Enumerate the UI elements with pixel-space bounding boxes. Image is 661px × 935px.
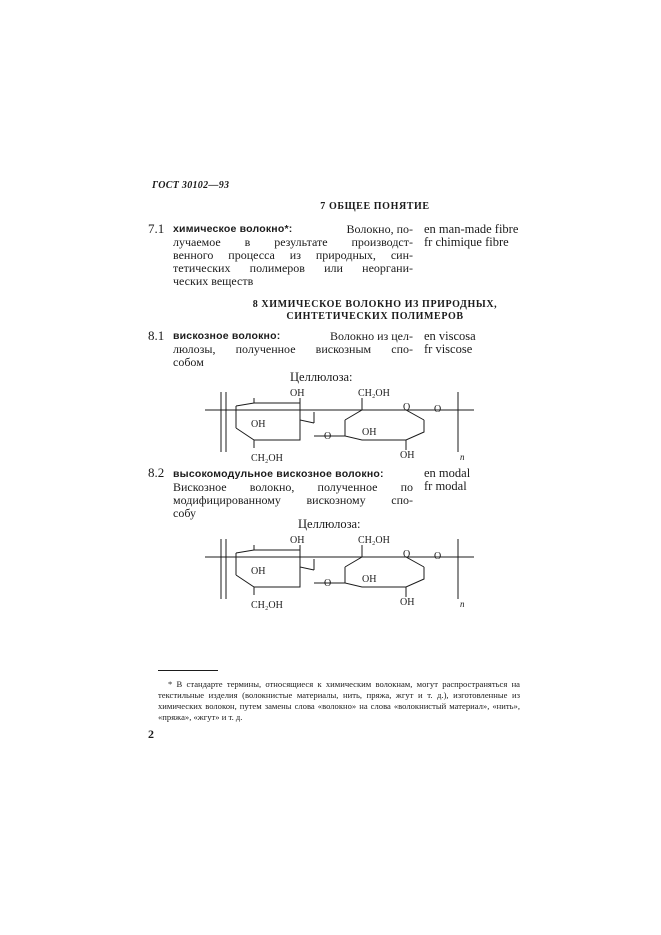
formula-label: O (434, 551, 442, 562)
term-definition-8-1: вискозное волокно: Волокно из цел- люлозы, полученное вискозным спо- собом (173, 329, 413, 369)
equivalent-fr-8-1: fr viscose (424, 342, 473, 356)
term-definition-8-2: высокомодульное вискозное волокно: Вискозное волокно, полученное по модифицированному вискозному спо- собу (173, 468, 413, 520)
formula-label: OH (400, 597, 415, 608)
formula-label: CH₂OH (251, 600, 283, 611)
term-number-8-1: 8.1 (148, 328, 165, 343)
formula-label: CH₂OH (358, 535, 390, 546)
section-title-8-line2: СИНТЕТИЧЕСКИХ ПОЛИМЕРОВ (286, 311, 464, 322)
formula-caption-8-2: Целлюлоза: (298, 517, 361, 531)
term-definition-7-1: химическое волокно*: Волокно, по- лучаемое в результате производст- венного процесса из природных, син- тетических полимеров или неоргани- ческих веществ (173, 222, 413, 288)
formula-label: OH (400, 450, 415, 461)
formula-label: CH₂OH (358, 388, 390, 399)
footnote: * В стандарте термины, относящиеся к химическим волокнам, могут распространяться на текстильные изделия (волокнистые материалы, нить, пряжа, жгут и т. д.), изготовленные из химических волокон, путем замены слова «волокно» на слова «волокнистый материал», «нить», «пряжа», «жгут» и т. д. (158, 679, 520, 722)
equivalent-fr-8-2: fr modal (424, 479, 467, 493)
equivalent-en-8-1: en viscosa (424, 329, 476, 343)
equivalent-fr-7-1: fr chimique fibre (424, 235, 509, 249)
formula-label: O (403, 549, 411, 560)
formula-label: OH (290, 388, 305, 399)
formula-label: O (324, 578, 332, 589)
section-title-8-line1: 8 ХИМИЧЕСКОЕ ВОЛОКНО ИЗ ПРИРОДНЫХ, (252, 299, 498, 310)
equivalent-en-8-2: en modal (424, 466, 471, 480)
formula-label: OH (251, 566, 266, 577)
term-name: вискозное волокно: (173, 330, 281, 342)
equivalent-en-7-1: en man-made fibre (424, 222, 519, 236)
formula-label: OH (290, 535, 305, 546)
formula-label: O (434, 404, 442, 415)
formula-label: CH₂OH (251, 453, 283, 464)
formula-label: OH (251, 419, 266, 430)
formula-label: O (324, 431, 332, 442)
page-number: 2 (148, 727, 154, 741)
term-number-7-1: 7.1 (148, 221, 165, 236)
formula-label: OH (362, 574, 377, 585)
section-title-7: 7 ОБЩЕЕ ПОНЯТИЕ (320, 201, 430, 212)
term-name: высокомодульное вискозное волокно: (173, 468, 384, 480)
formula-label: n (460, 599, 465, 609)
term-number-8-2: 8.2 (148, 465, 165, 480)
term-name: химическое волокно*: (173, 223, 293, 235)
formula-caption-8-1: Целлюлоза: (290, 370, 353, 384)
footnote-rule (158, 670, 218, 671)
formula-label: O (403, 402, 411, 413)
document-code: ГОСТ 30102—93 (152, 180, 230, 191)
formula-label: n (460, 452, 465, 462)
formula-label: OH (362, 427, 377, 438)
